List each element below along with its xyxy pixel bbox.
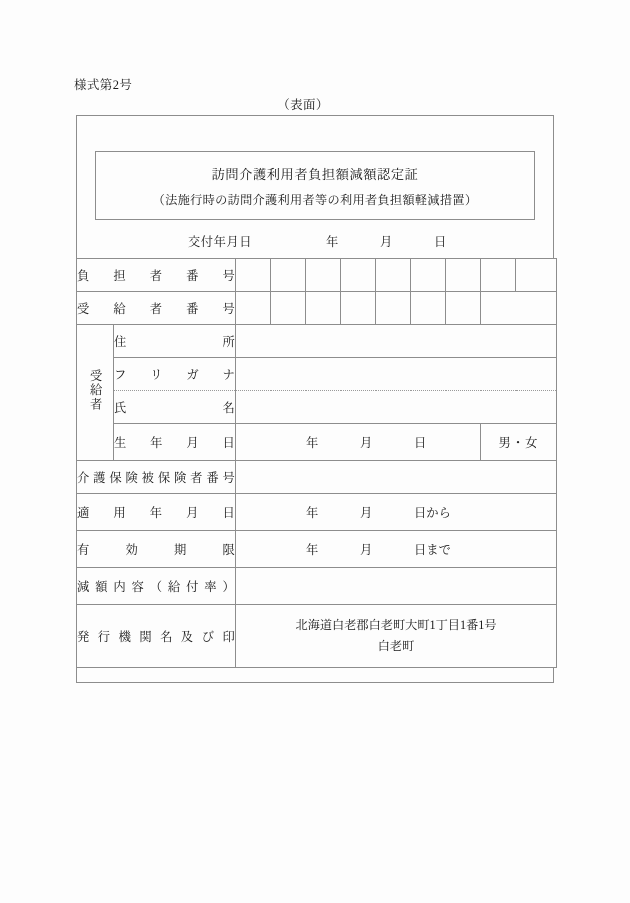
valid-year-unit: 年 xyxy=(306,543,319,557)
recipient-group-label-text: 受給者 xyxy=(88,369,103,412)
certificate-table xyxy=(76,258,557,668)
sex-selector[interactable]: 男・女 xyxy=(481,424,557,461)
certificate-title-box xyxy=(95,151,535,220)
apply-date-value[interactable] xyxy=(236,494,557,531)
payer-number-cell[interactable] xyxy=(446,259,481,292)
recipient-number-cell[interactable] xyxy=(341,292,376,325)
issuer-name: 白老町 xyxy=(377,639,415,653)
payer-number-cell[interactable] xyxy=(306,259,341,292)
table-row-reduction xyxy=(77,568,557,605)
issue-date-year-unit: 年 xyxy=(326,235,339,249)
recipient-number-cell[interactable] xyxy=(271,292,306,325)
recipient-number-cell[interactable] xyxy=(236,292,271,325)
recipient-number-cell[interactable] xyxy=(376,292,411,325)
valid-day-unit: 日まで xyxy=(414,543,451,557)
table-row-name xyxy=(77,391,557,424)
apply-day-unit: 日から xyxy=(414,506,451,520)
form-number-label: 様式第2号 xyxy=(74,78,133,92)
table-row-valid-until xyxy=(77,531,557,568)
table-row-birth xyxy=(77,424,557,461)
furigana-label: フ リ ガ ナ xyxy=(114,358,236,391)
name-value[interactable] xyxy=(236,391,557,424)
payer-number-cell[interactable] xyxy=(516,259,557,292)
payer-number-cell[interactable] xyxy=(271,259,306,292)
table-row-apply-date xyxy=(77,494,557,531)
valid-until-label: 有 効 期 限 xyxy=(77,531,236,568)
recipient-number-cell[interactable] xyxy=(411,292,446,325)
table-row-insured-number xyxy=(77,461,557,494)
issue-date-label: 交付年月日 xyxy=(188,235,252,249)
address-value[interactable] xyxy=(236,325,557,358)
certificate-title: 訪問介護利用者負担額減額認定証 xyxy=(211,166,419,182)
side-mark-label: （表面） xyxy=(277,98,329,112)
issue-date-row xyxy=(77,232,553,258)
reduction-value[interactable] xyxy=(236,568,557,605)
issue-date-month-unit: 月 xyxy=(380,235,393,249)
recipient-number-cell[interactable] xyxy=(446,292,481,325)
table-row-payer-number xyxy=(77,259,557,292)
issuer-label: 発行機関名及び印 xyxy=(77,605,236,668)
issuer-address: 北海道白老郡白老町大町1丁目1番1号 xyxy=(295,617,497,632)
recipient-group-label xyxy=(77,325,114,461)
name-label: 氏 名 xyxy=(114,391,236,424)
valid-month-unit: 月 xyxy=(360,543,373,557)
issuer-value xyxy=(236,605,557,668)
certificate-frame xyxy=(76,115,554,683)
recipient-number-label: 受 給 者 番 号 xyxy=(77,292,236,325)
insured-number-label: 介護保険被保険者番号 xyxy=(77,461,236,494)
recipient-number-cell[interactable] xyxy=(306,292,341,325)
payer-number-label: 負 担 者 番 号 xyxy=(77,259,236,292)
birth-date-value[interactable] xyxy=(236,424,481,461)
payer-number-cell[interactable] xyxy=(411,259,446,292)
certificate-subtitle: （法施行時の訪問介護利用者等の利用者負担額軽減措置） xyxy=(152,192,478,207)
table-row-furigana xyxy=(77,358,557,391)
furigana-value[interactable] xyxy=(236,358,557,391)
birth-day-unit: 日 xyxy=(414,436,427,450)
table-row-recipient-number xyxy=(77,292,557,325)
reduction-label: 減額内容（給付率） xyxy=(77,568,236,605)
birth-month-unit: 月 xyxy=(360,436,373,450)
apply-year-unit: 年 xyxy=(306,506,319,520)
address-label: 住 所 xyxy=(114,325,236,358)
valid-until-value[interactable] xyxy=(236,531,557,568)
payer-number-cell[interactable] xyxy=(481,259,516,292)
issue-date-day-unit: 日 xyxy=(434,235,447,249)
birth-year-unit: 年 xyxy=(306,436,319,450)
payer-number-cell[interactable] xyxy=(341,259,376,292)
insured-number-value[interactable] xyxy=(236,461,557,494)
payer-number-cell[interactable] xyxy=(376,259,411,292)
table-row-issuer xyxy=(77,605,557,668)
apply-date-label: 適 用 年 月 日 xyxy=(77,494,236,531)
payer-number-cell[interactable] xyxy=(236,259,271,292)
recipient-number-cell[interactable] xyxy=(481,292,557,325)
birth-date-label: 生 年 月 日 xyxy=(114,424,236,461)
table-row-address xyxy=(77,325,557,358)
apply-month-unit: 月 xyxy=(360,506,373,520)
